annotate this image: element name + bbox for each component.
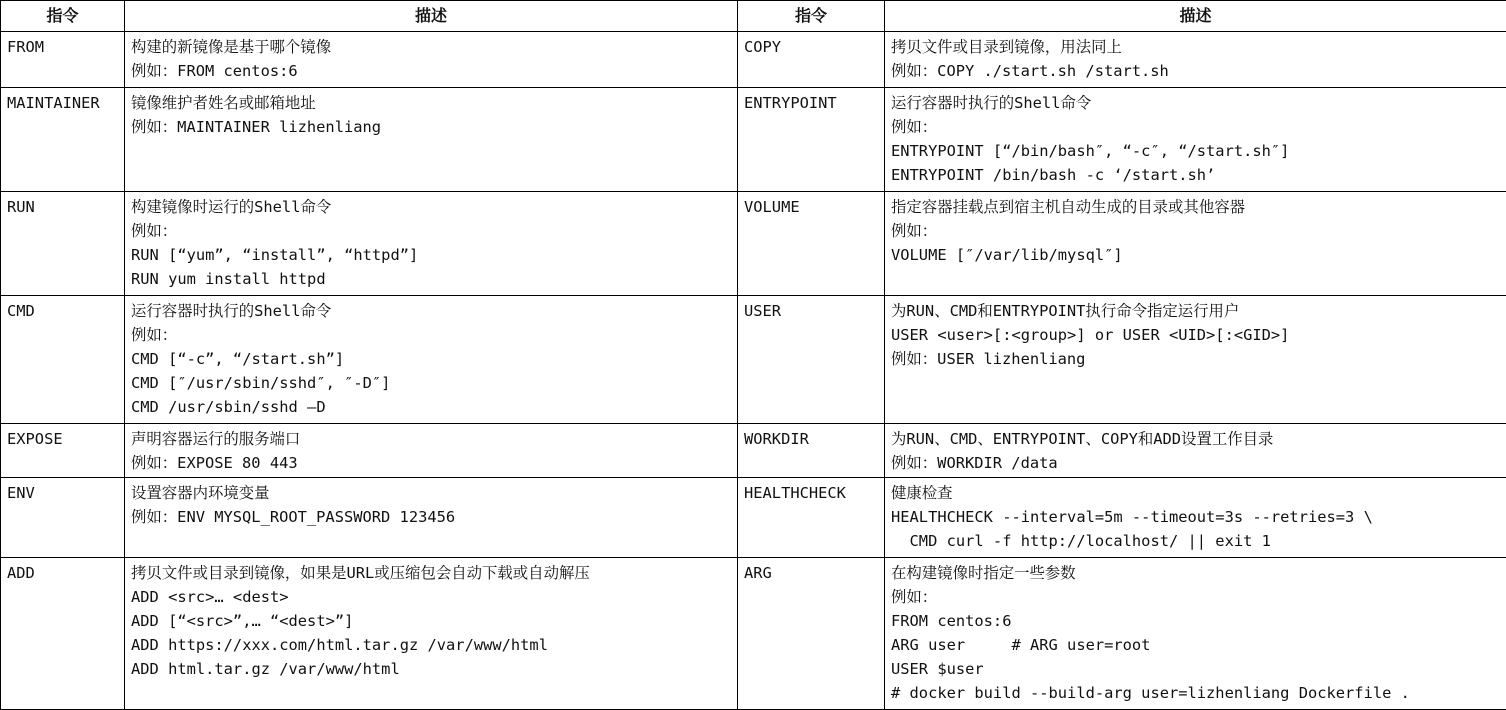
description-line: 镜像维护者姓名或邮箱地址 <box>131 91 731 115</box>
description-cell <box>885 296 1506 424</box>
table-row <box>1 558 1506 710</box>
description-cell <box>885 32 1506 88</box>
description-line: 健康检查 <box>891 481 1500 505</box>
description-line: 例如： <box>131 323 731 347</box>
description-line: 例如：EXPOSE 80 443 <box>131 451 731 475</box>
description-line: HEALTHCHECK --interval=5m --timeout=3s --retries=3 \ <box>891 505 1500 529</box>
description-line: 例如：COPY ./start.sh /start.sh <box>891 59 1500 83</box>
description-line: ENTRYPOINT /bin/bash -c ‘/start.sh’ <box>891 163 1500 187</box>
instruction-cell: HEALTHCHECK <box>738 478 885 558</box>
description-line: RUN yum install httpd <box>131 267 731 291</box>
description-line: USER <user>[:<group>] or USER <UID>[:<GID>] <box>891 323 1500 347</box>
description-line: 声明容器运行的服务端口 <box>131 427 731 451</box>
description-line: 例如：ENV MYSQL_ROOT_PASSWORD 123456 <box>131 505 731 529</box>
description-line: ENTRYPOINT [“/bin/bash″, “-c″, “/start.sh″] <box>891 139 1500 163</box>
description-cell <box>125 558 738 710</box>
description-line: 例如： <box>891 219 1500 243</box>
description-line: 在构建镜像时指定一些参数 <box>891 561 1500 585</box>
description-line: 例如：WORKDIR /data <box>891 451 1500 475</box>
description-line: CMD /usr/sbin/sshd –D <box>131 395 731 419</box>
description-cell <box>125 424 738 478</box>
description-line: ARG user # ARG user=root <box>891 633 1500 657</box>
description-line: 构建的新镜像是基于哪个镜像 <box>131 35 731 59</box>
description-line: 运行容器时执行的Shell命令 <box>131 299 731 323</box>
instruction-cell: ENTRYPOINT <box>738 88 885 192</box>
header-description-right: 描述 <box>885 1 1506 32</box>
description-line: 为RUN、CMD和ENTRYPOINT执行命令指定运行用户 <box>891 299 1500 323</box>
description-line: 拷贝文件或目录到镜像，如果是URL或压缩包会自动下载或自动解压 <box>131 561 731 585</box>
instruction-cell: EXPOSE <box>1 424 125 478</box>
description-line: ADD <src>… <dest> <box>131 585 731 609</box>
description-cell <box>885 88 1506 192</box>
instruction-cell: VOLUME <box>738 192 885 296</box>
description-line: 例如：FROM centos:6 <box>131 59 731 83</box>
description-line: USER $user <box>891 657 1500 681</box>
description-cell <box>885 478 1506 558</box>
instruction-cell: FROM <box>1 32 125 88</box>
header-instruction-left: 指令 <box>1 1 125 32</box>
description-line: 例如： <box>891 585 1500 609</box>
description-line: 指定容器挂载点到宿主机自动生成的目录或其他容器 <box>891 195 1500 219</box>
table-row <box>1 192 1506 296</box>
description-cell <box>125 192 738 296</box>
header-description-left: 描述 <box>125 1 738 32</box>
description-line: 例如： <box>131 219 731 243</box>
description-line: CMD [“-c”, “/start.sh”] <box>131 347 731 371</box>
description-line: CMD [″/usr/sbin/sshd″, ″-D″] <box>131 371 731 395</box>
description-cell <box>125 32 738 88</box>
table-row <box>1 32 1506 88</box>
description-line: 构建镜像时运行的Shell命令 <box>131 195 731 219</box>
header-instruction-right: 指令 <box>738 1 885 32</box>
description-cell <box>885 192 1506 296</box>
table-row <box>1 424 1506 478</box>
description-line: 为RUN、CMD、ENTRYPOINT、COPY和ADD设置工作目录 <box>891 427 1500 451</box>
description-line: 例如： <box>891 115 1500 139</box>
instruction-cell: ARG <box>738 558 885 710</box>
description-line: CMD curl -f http://localhost/ || exit 1 <box>891 529 1500 553</box>
description-cell <box>885 424 1506 478</box>
description-line: 运行容器时执行的Shell命令 <box>891 91 1500 115</box>
description-line: FROM centos:6 <box>891 609 1500 633</box>
table-header-row <box>1 1 1506 32</box>
instruction-cell: RUN <box>1 192 125 296</box>
description-line: 例如：MAINTAINER lizhenliang <box>131 115 731 139</box>
instruction-cell: COPY <box>738 32 885 88</box>
instruction-cell: CMD <box>1 296 125 424</box>
description-cell <box>125 296 738 424</box>
description-line: ADD https://xxx.com/html.tar.gz /var/www/html <box>131 633 731 657</box>
description-line: RUN [“yum”, “install”, “httpd”] <box>131 243 731 267</box>
description-line: # docker build --build-arg user=lizhenliang Dockerfile . <box>891 681 1500 705</box>
table-row <box>1 478 1506 558</box>
description-line: VOLUME [″/var/lib/mysql″] <box>891 243 1500 267</box>
description-cell <box>885 558 1506 710</box>
description-cell <box>125 478 738 558</box>
instruction-cell: ENV <box>1 478 125 558</box>
table-row <box>1 88 1506 192</box>
instruction-cell: USER <box>738 296 885 424</box>
instruction-cell: WORKDIR <box>738 424 885 478</box>
description-line: 例如：USER lizhenliang <box>891 347 1500 371</box>
description-line: 拷贝文件或目录到镜像，用法同上 <box>891 35 1500 59</box>
description-line: 设置容器内环境变量 <box>131 481 731 505</box>
description-cell <box>125 88 738 192</box>
instruction-cell: ADD <box>1 558 125 710</box>
table-row <box>1 296 1506 424</box>
instruction-cell: MAINTAINER <box>1 88 125 192</box>
description-line: ADD html.tar.gz /var/www/html <box>131 657 731 681</box>
description-line: ADD [“<src>”,… “<dest>”] <box>131 609 731 633</box>
